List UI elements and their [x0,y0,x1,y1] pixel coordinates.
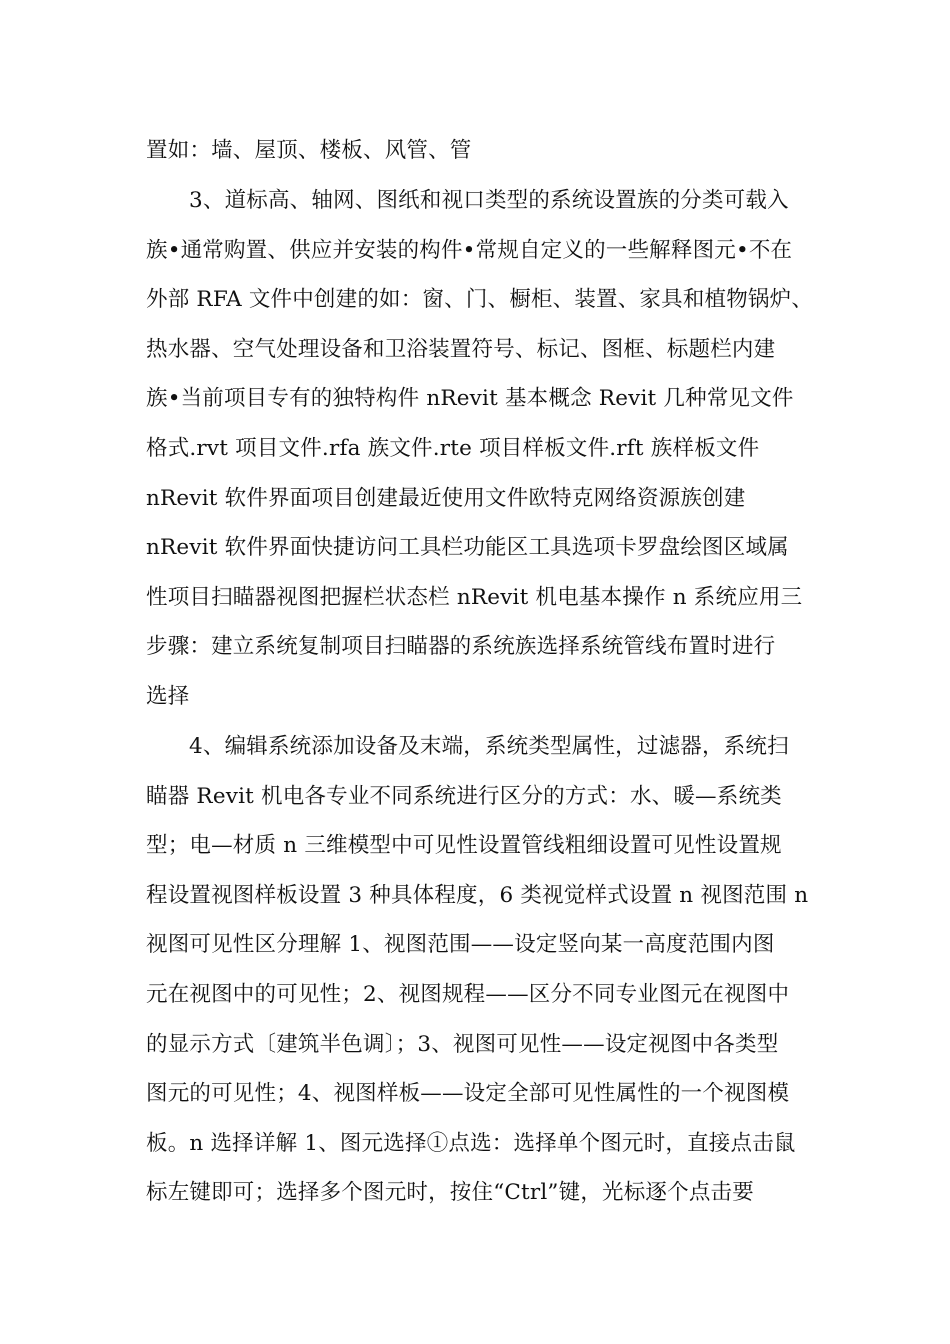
paragraph-4 [146,722,816,1218]
text-line: 瞄器 Revit 机电各专业不同系统进行区分的方式：水、暖—系统类 [146,783,782,809]
text-line: 置如：墙、屋顶、楼板、风管、管 [146,138,472,163]
text-line: 型；电—材质 n 三维模型中可见性设置管线粗细设置可见性设置规 [146,833,782,859]
text-line: 标左键即可；选择多个图元时，按住“Ctrl”键，光标逐个点击要 [146,1180,754,1206]
text-line: 选择 [146,683,190,709]
text-line: 格式.rvt 项目文件.rfa 族文件.rte 项目样板文件.rft 族样板文件 [146,435,760,461]
text-line: 族•当前项目专有的独特构件 nRevit 基本概念 Revit 几种常见文件 [146,386,794,412]
text-line: 热水器、空气处理设备和卫浴装置符号、标记、图框、标题栏内建 [146,336,776,362]
text-line: 的显示方式〔建筑半色调〕；3、视图可见性——设定视图中各类型 [146,1031,779,1057]
text-line: 性项目扫瞄器视图把握栏状态栏 nRevit 机电基本操作 n 系统应用三 [146,584,803,610]
text-line: 4、编辑系统添加设备及末端，系统类型属性，过滤器，系统扫 [189,734,789,759]
text-line: 步骤：建立系统复制项目扫瞄器的系统族选择系统管线布置时进行 [146,634,776,660]
paragraph-3 [146,176,816,722]
text-line: nRevit 软件界面项目创建最近使用文件欧特克网络资源族创建 [146,485,746,511]
text-line: nRevit 软件界面快捷访问工具栏功能区工具选项卡罗盘绘图区域属 [146,535,789,561]
text-line: 3、道标高、轴网、图纸和视口类型的系统设置族的分类可载入 [189,188,789,213]
text-line: 族•通常购置、供应并安装的构件•常规自定义的一些解释图元•不在 [146,237,793,263]
text-line: 外部 RFA 文件中创建的如：窗、门、橱柜、装置、家具和植物锅炉、 [146,287,814,313]
text-line: 图元的可见性；4、视图样板——设定全部可见性属性的一个视图模 [146,1081,790,1107]
paragraph-continuation [146,126,816,176]
text-line: 视图可见性区分理解 1、视图范围——设定竖向某一高度范围内图 [146,932,775,958]
text-line: 程设置视图样板设置 3 种具体程度，6 类视觉样式设置 n 视图范围 n [146,882,809,908]
text-line: 板。n 选择详解 1、图元选择①点选：选择单个图元时，直接点击鼠 [146,1130,796,1156]
text-line: 元在视图中的可见性；2、视图规程——区分不同专业图元在视图中 [146,981,790,1007]
